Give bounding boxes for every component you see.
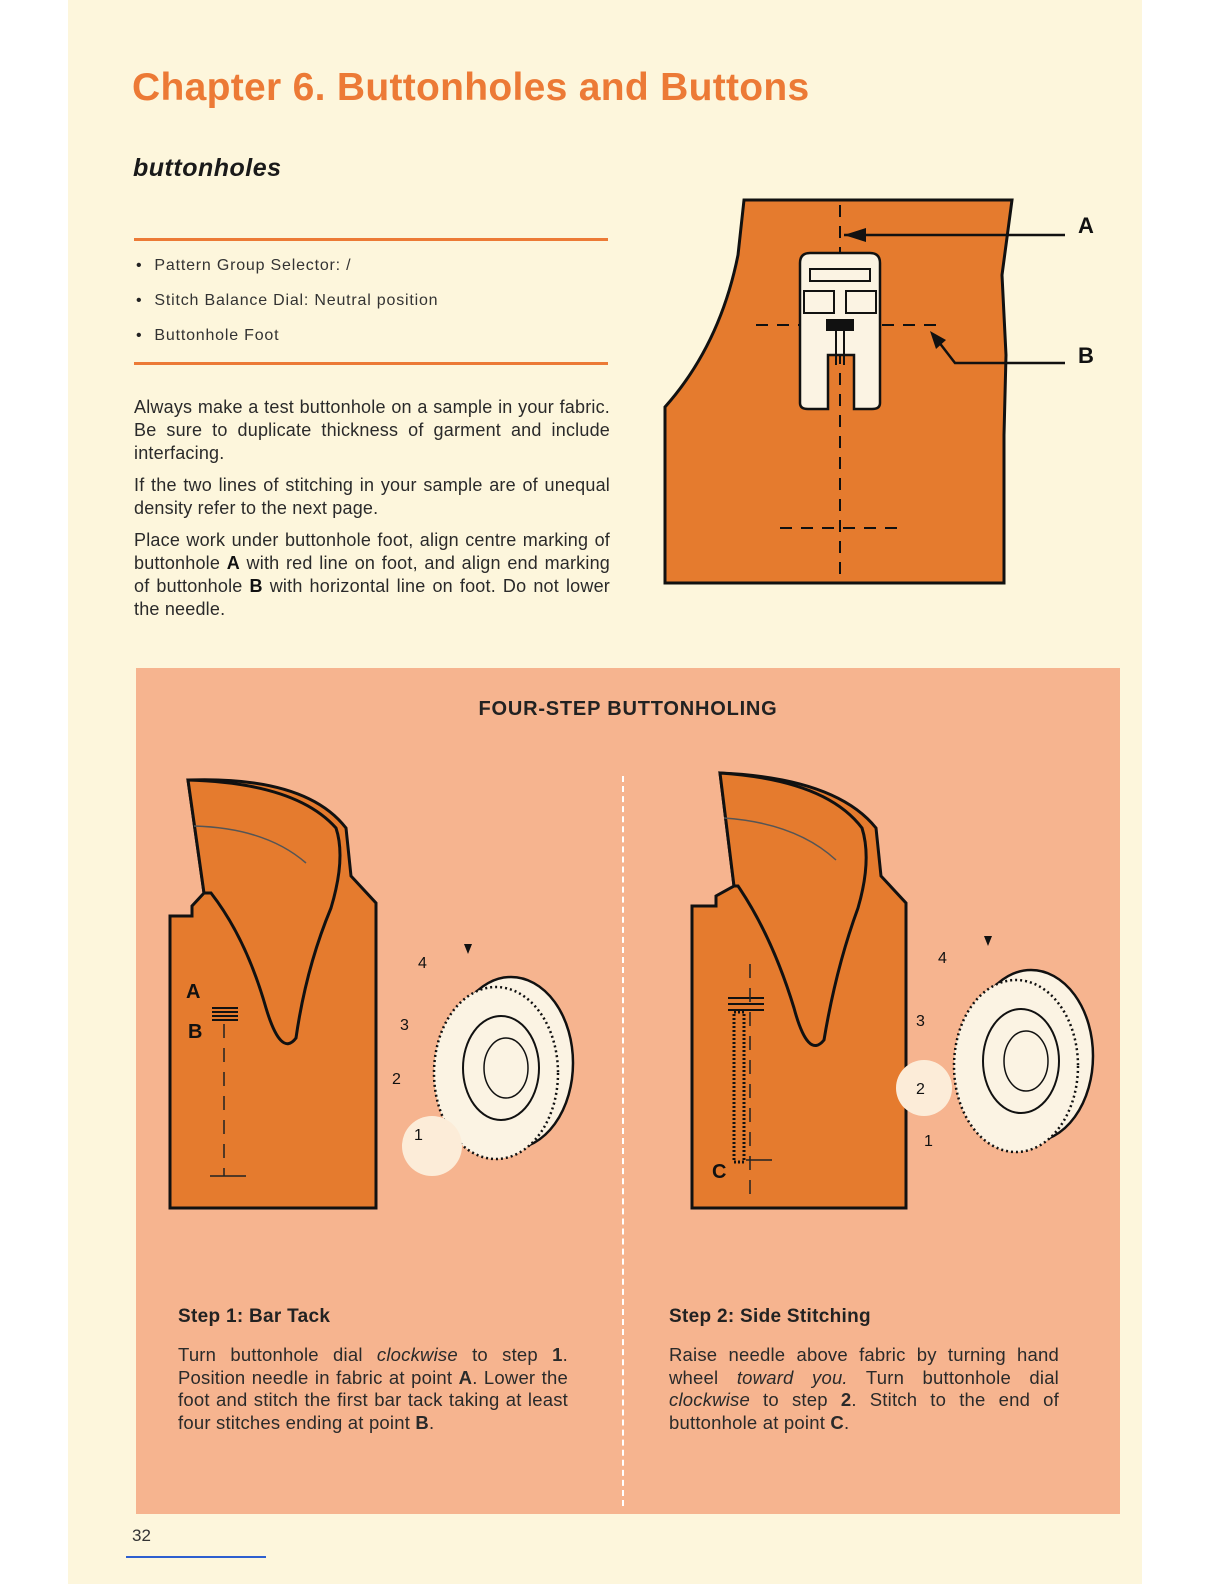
buttonhole-dial-icon (954, 936, 1093, 1152)
intro-paragraph-2: If the two lines of stitching in your sample are of unequal density refer to the next page. (134, 475, 610, 518)
label-a: A (1078, 213, 1094, 238)
chapter-title: Chapter 6. Buttonholes and Buttons (132, 66, 810, 109)
top-rule (134, 238, 608, 241)
setting-stitch-balance: • Stitch Balance Dial: Neutral position (136, 289, 438, 324)
step2-body: Raise needle above fabric by turning hand wheel toward you. Turn buttonhole dial clockwise to step 2. Stitch to the end of buttonhole at point C. (669, 1344, 1059, 1433)
dial-mark-3: 3 (916, 1013, 925, 1030)
step1-highlight (402, 1116, 462, 1176)
intro-paragraph-1: Always make a test buttonhole on a sample in your fabric. Be sure to duplicate thickness of garment and include interfacing. (134, 397, 610, 463)
section-title: buttonholes (133, 154, 282, 182)
dial-mark-3: 3 (400, 1017, 409, 1034)
step1-label-b: B (188, 1021, 203, 1043)
dial-mark-1: 1 (414, 1127, 423, 1144)
panel-title: FOUR-STEP BUTTONHOLING (478, 698, 778, 720)
step1-text (178, 1306, 568, 1434)
panel-divider (622, 776, 624, 1506)
setting-pattern-group: • Pattern Group Selector: / (136, 254, 438, 289)
step2-figure (676, 768, 1136, 1228)
label-b: B (1078, 343, 1094, 368)
step1-body: Turn buttonhole dial clockwise to step 1. Position needle in fabric at point A. Lower the foot and stitch the first bar tack taking at least four stitches ending at point B. (178, 1344, 568, 1433)
four-step-panel (136, 668, 1120, 1514)
step1-label-a: A (186, 981, 201, 1003)
dial-mark-4: 4 (938, 950, 947, 967)
step1-heading: Step 1: Bar Tack (178, 1306, 331, 1327)
intro-text (134, 396, 610, 630)
buttonhole-foot-figure (660, 195, 1110, 590)
footer-link-line (126, 1556, 266, 1558)
settings-list (136, 254, 438, 359)
step1-figure (156, 768, 616, 1228)
bottom-rule (134, 362, 608, 365)
dial-mark-2: 2 (392, 1071, 401, 1088)
intro-paragraph-3: Place work under buttonhole foot, align centre marking of buttonhole A with red line on foot, and align end marking of buttonhole B with horizontal line on foot. Do not lower the needle. (134, 530, 611, 619)
step2-label-c: C (712, 1161, 727, 1183)
dial-mark-1: 1 (924, 1133, 933, 1150)
step2-heading: Step 2: Side Stitching (669, 1306, 871, 1327)
setting-foot: • Buttonhole Foot (136, 324, 438, 359)
dial-mark-2: 2 (916, 1081, 925, 1098)
dial-mark-4: 4 (418, 955, 427, 972)
page-number: 32 (132, 1526, 151, 1545)
step2-text (669, 1306, 1059, 1434)
